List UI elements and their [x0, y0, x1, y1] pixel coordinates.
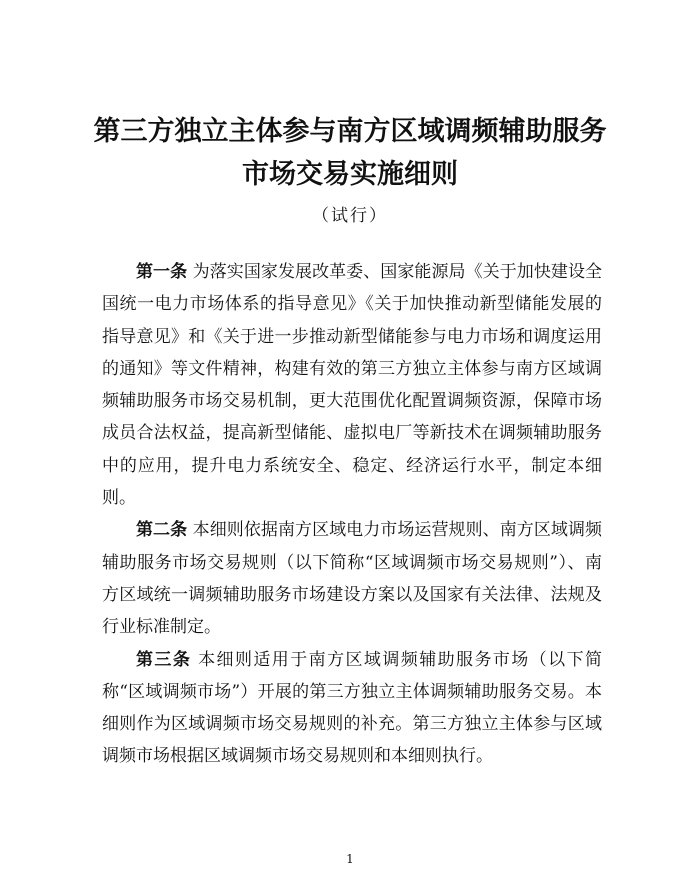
- page-number: 1: [346, 852, 354, 866]
- article-1-label: 第一条: [136, 262, 188, 282]
- article-3-text: 本细则适用于南方区域调频辅助服务市场（以下简称“区域调频市场”）开展的第三方独立主体调频辅助服务交易。本细则作为区域调频市场交易规则的补充。第三方独立主体参与区域调频市场根据区域调频市场交易规则和本细则执行。: [102, 649, 603, 767]
- article-2-label: 第二条: [136, 520, 188, 541]
- document-body: [102, 256, 602, 773]
- article-3: [102, 644, 602, 773]
- article-3-label: 第三条: [136, 649, 192, 670]
- document-title-line-1: 第三方独立主体参与南方区域调频辅助服务: [93, 116, 607, 147]
- article-2-text: 本细则依据南方区域电力市场运营规则、南方区域调频辅助服务市场交易规则（以下简称“区域调频市场交易规则”）、南方区域统一调频辅助服务市场建设方案以及国家有关法律、法规及行业标准制定。: [102, 520, 603, 638]
- document-subtitle: （试行）: [312, 206, 388, 226]
- article-2: [102, 514, 602, 643]
- article-1: [102, 256, 602, 514]
- document-title-line-2: 市场交易实施细则: [242, 159, 458, 190]
- article-1-text: 为落实国家发展改革委、国家能源局《关于加快建设全国统一电力市场体系的指导意见》《关于加快推动新型储能发展的指导意见》和《关于进一步推动新型储能参与电力市场和调度运用的通知》等文件精神，构建有效的第三方独立主体参与南方区域调频辅助服务市场交易机制，更大范围优化配置调频资源，保障市场成员合法权益，提高新型储能、虚拟电厂等新技术在调频辅助服务中的应用，提升电力系统安全、稳定、经济运行水平，制定本细则。: [102, 262, 603, 509]
